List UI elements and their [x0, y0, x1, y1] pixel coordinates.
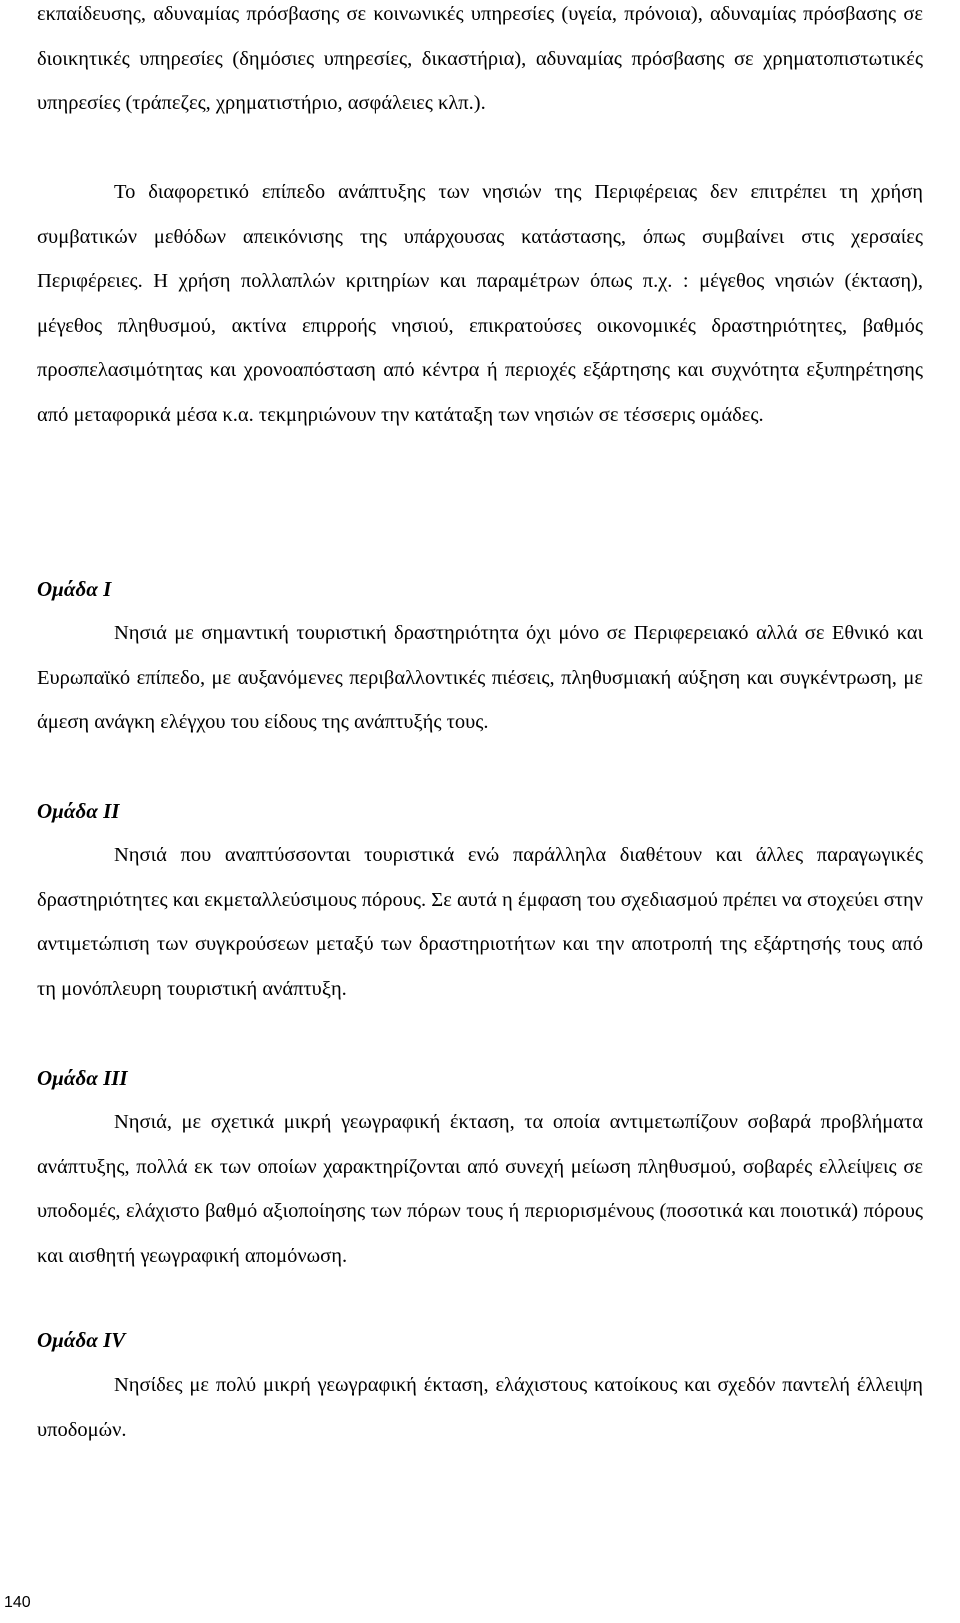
- group-1-heading: Ομάδα Ι: [37, 577, 112, 601]
- paragraph-intro-continuation: εκπαίδευσης, αδυναμίας πρόσβασης σε κοινωνικές υπηρεσίες (υγεία, πρόνοια), αδυναμίας πρόσβασης σε διοικητικές υπηρεσίες (δημόσιες υπηρεσίες, δικαστήρια), αδυναμίας πρόσβασης σε χρηματοπιστωτικές υπηρεσίες (τράπεζες, χρηματιστήριο, ασφάλειες κλπ.).: [37, 3, 923, 115]
- group-4-heading: Ομάδα IV: [37, 1328, 126, 1352]
- group-3-description: Νησιά, με σχετικά μικρή γεωγραφική έκταση, τα οποία αντιμετωπίζουν σοβαρά προβλήματα ανάπτυξης, πολλά εκ των οποίων χαρακτηρίζονται από συνεχή μείωση πληθυσμού, σοβαρές ελλείψεις σε υποδομές, ελάχιστο βαθμό αξιοποίησης των πόρων τους ή περιορισμένους (ποσοτικά και ποιοτικά) πόρους και αισθητή γεωγραφική απομόνωση.: [37, 1111, 923, 1267]
- group-2-description: Νησιά που αναπτύσσονται τουριστικά ενώ παράλληλα διαθέτουν και άλλες παραγωγικές δραστηριότητες και εκμεταλλεύσιμους πόρους. Σε αυτά η έμφαση του σχεδιασμού πρέπει να στοχεύει στην αντιμετώπιση των συγκρούσεων μεταξύ των δραστηριοτήτων και την αποτροπή της εξάρτησής τους από τη μονόπλευρη τουριστική ανάπτυξη.: [37, 844, 923, 1000]
- group-3-heading: Ομάδα ΙΙΙ: [37, 1066, 128, 1090]
- page-number: 140: [4, 1594, 31, 1611]
- group-2-heading: Ομάδα ΙΙ: [37, 799, 120, 823]
- group-1-description: Νησιά με σημαντική τουριστική δραστηριότητα όχι μόνο σε Περιφερειακό αλλά σε Εθνικό και Ευρωπαϊκό επίπεδο, με αυξανόμενες περιβαλλοντικές πιέσεις, πληθυσμιακή αύξηση και συγκέντρωση, με άμεση ανάγκη ελέγχου του είδους της ανάπτυξής τους.: [37, 622, 923, 734]
- group-4-description: Νησίδες με πολύ μικρή γεωγραφική έκταση, ελάχιστους κατοίκους και σχεδόν παντελή έλλειψη υποδομών.: [37, 1374, 923, 1441]
- paragraph-island-classification: Το διαφορετικό επίπεδο ανάπτυξης των νησιών της Περιφέρειας δεν επιτρέπει τη χρήση συμβατικών μεθόδων απεικόνισης της υπάρχουσας κατάστασης, όπως συμβαίνει στις χερσαίες Περιφέρειες. Η χρήση πολλαπλών κριτηρίων και παραμέτρων όπως π.χ. : μέγεθος νησιών (έκταση), μέγεθος πληθυσμού, ακτίνα επιρροής νησιού, επικρατούσες οικονομικές δραστηριότητες, βαθμός προσπελασιμότητας και χρονοαπόσταση από κέντρα ή περιοχές εξάρτησης και συχνότητα εξυπηρέτησης από μεταφορικά μέσα κ.α. τεκμηριώνουν την κατάταξη των νησιών σε τέσσερις ομάδες.: [37, 181, 923, 426]
